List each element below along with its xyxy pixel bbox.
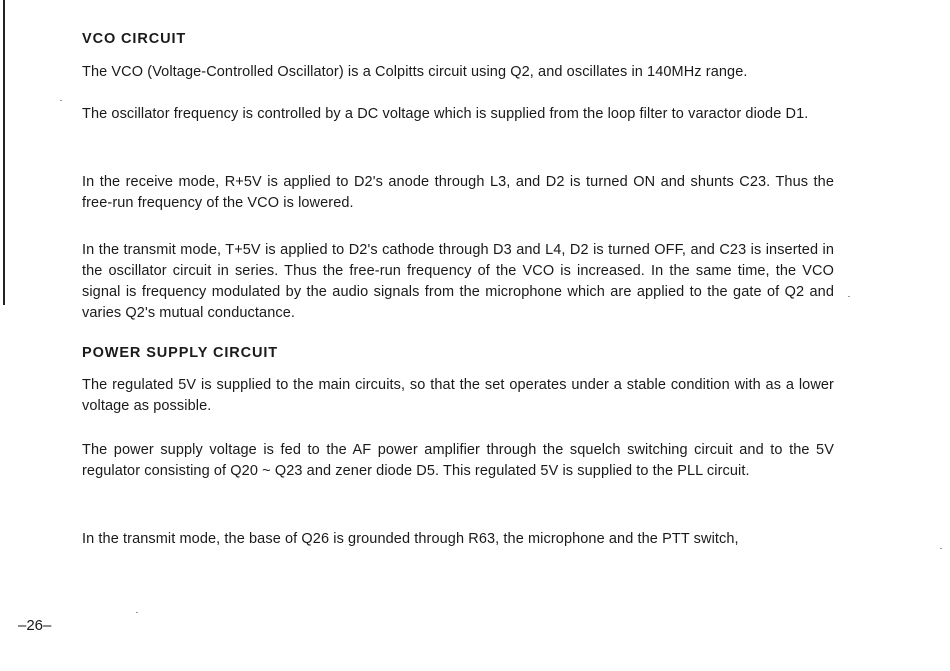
vco-paragraph-1 — [82, 62, 834, 83]
power-paragraph-3-text: In the transmit mode, the base of Q26 is grounded through R63, the microphone and the PTT switch, — [82, 531, 739, 547]
vco-paragraph-1-text: The VCO (Voltage-Controlled Oscillator) is a Colpitts circuit using Q2, and oscillates in 140MHz range. — [82, 64, 748, 80]
power-paragraph-3 — [82, 529, 834, 550]
power-paragraph-2 — [82, 440, 834, 482]
vco-paragraph-4 — [82, 240, 834, 324]
scan-speck — [136, 612, 138, 613]
page-number: –26– — [18, 617, 52, 634]
vco-paragraph-2-text: The oscillator frequency is controlled by a DC voltage which is supplied from the loop filter to varactor diode D1. — [82, 106, 809, 122]
power-paragraph-2-text: The power supply voltage is fed to the AF power amplifier through the squelch switching circuit and to the 5V regulator consisting of Q20 ~ Q23 and zener diode D5. This regulated 5V is supplied to the PLL circuit. — [82, 442, 834, 479]
vco-paragraph-2 — [82, 104, 834, 125]
power-supply-circuit-heading: POWER SUPPLY CIRCUIT — [82, 345, 279, 361]
left-margin-rule — [3, 0, 5, 305]
scan-speck — [60, 100, 62, 101]
power-paragraph-1-text: The regulated 5V is supplied to the main circuits, so that the set operates under a stable condition with as a lower voltage as possible. — [82, 377, 834, 414]
vco-paragraph-4-text: In the transmit mode, T+5V is applied to D2's cathode through D3 and L4, D2 is turned OFF, and C23 is inserted in the oscillator circuit in series. Thus the free-run frequency of the VCO is increased. In the same time, the VCO signal is frequency modulated by the audio signals from the microphone which are applied to the gate of Q2 and varies Q2's mutual conductance. — [82, 242, 834, 321]
scan-speck — [940, 548, 942, 549]
vco-paragraph-3 — [82, 172, 834, 214]
vco-circuit-heading: VCO CIRCUIT — [82, 31, 187, 47]
power-paragraph-1 — [82, 375, 834, 417]
vco-paragraph-3-text: In the receive mode, R+5V is applied to D2's anode through L3, and D2 is turned ON and shunts C23. Thus the free-run frequency of the VCO is lowered. — [82, 174, 834, 211]
scan-speck — [848, 296, 850, 297]
